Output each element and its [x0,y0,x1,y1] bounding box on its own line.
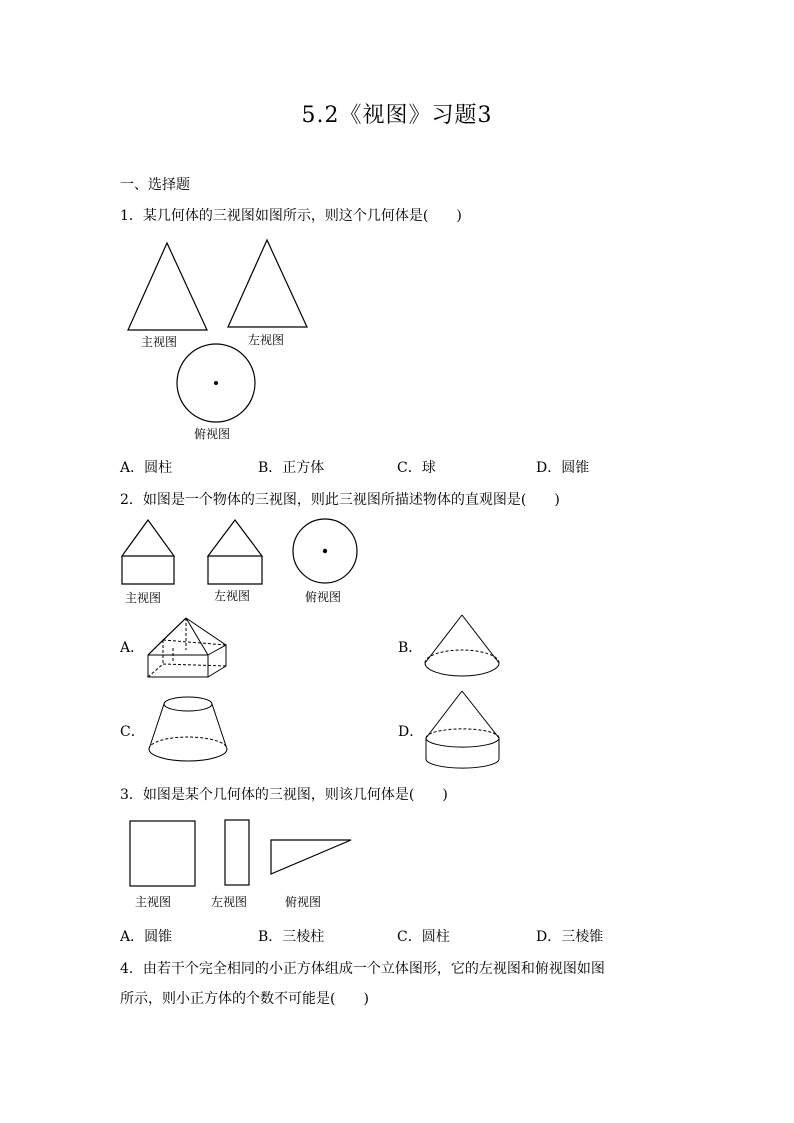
q3-front-view-label: 主视图 [135,895,172,909]
q3-option-a[interactable]: A．圆锥 [120,929,173,945]
q2-front-view-label: 主视图 [125,591,162,605]
q1-front-view-label: 主视图 [141,335,178,349]
q1-option-d[interactable]: D．圆锥 [536,460,590,476]
question-4-stem-line2: 所示，则小正方体的个数不可能是( ) [120,991,369,1007]
question-4-stem-line1: 4．由若干个完全相同的小正方体组成一个立体图形，它的左视图和俯视图如图 [120,961,605,977]
q2-top-view-label: 俯视图 [305,590,342,604]
q2-option-b[interactable]: B． [398,640,423,656]
section-heading: 一、选择题 [120,177,190,193]
q2-option-c[interactable]: C． [120,724,145,740]
q2-left-view-label: 左视图 [214,589,251,603]
question-2-stem: 2．如图是一个物体的三视图，则此三视图所描述物体的直观图是( ) [120,492,560,508]
q1-option-b[interactable]: B．正方体 [258,460,325,476]
q2-option-a[interactable]: A． [120,640,145,656]
q1-option-c[interactable]: C．球 [397,460,436,476]
page-title: 5.2《视图》习题3 [301,103,493,128]
q3-left-view-label: 左视图 [211,895,248,909]
q3-option-c[interactable]: C．圆柱 [397,929,450,945]
q1-top-view-label: 俯视图 [194,427,231,441]
question-3-stem: 3．如图是某个几何体的三视图，则该几何体是( ) [120,787,448,803]
q1-left-view-label: 左视图 [248,333,285,347]
q1-option-a[interactable]: A．圆柱 [120,460,173,476]
q3-top-view-label: 俯视图 [285,895,322,909]
question-1-stem: 1．某几何体的三视图如图所示，则这个几何体是( ) [120,208,462,224]
q2-option-d[interactable]: D． [398,724,424,740]
q3-option-b[interactable]: B．三棱柱 [258,929,325,945]
q3-option-d[interactable]: D．三棱锥 [536,929,604,945]
q3-top-view-triangle [0,0,1,1]
